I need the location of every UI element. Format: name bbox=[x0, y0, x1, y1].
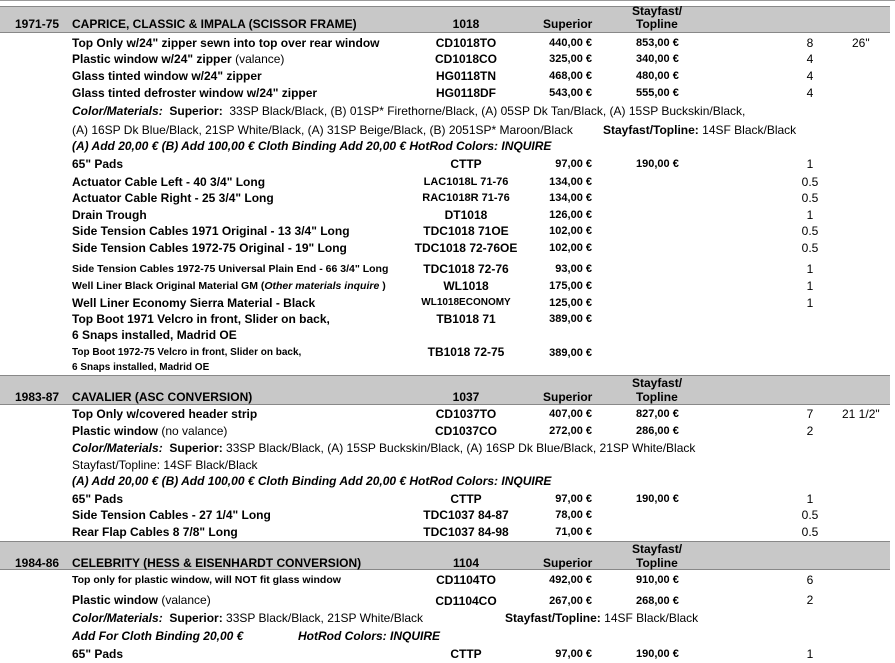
item-qty: 8 bbox=[806, 36, 814, 50]
item-desc: Actuator Cable Left - 40 3/4" Long bbox=[72, 175, 266, 189]
item-superior-price: 325,00 € bbox=[549, 53, 592, 65]
item-desc: Glass tinted window w/24" zipper bbox=[72, 69, 262, 83]
color-materials-line2: (A) 16SP Dk Blue/Black, 21SP White/Black, (A) 31SP Beige/Black, (B) 2051SP* Maroon/Black bbox=[72, 123, 573, 137]
item-stayfast-price: 190,00 € bbox=[636, 648, 679, 660]
item-stayfast-price: 268,00 € bbox=[636, 595, 679, 607]
item-desc: Side Tension Cables 1971 Original - 13 3/4" Long bbox=[72, 224, 350, 238]
item-code: TB1018 72-75 bbox=[427, 345, 505, 359]
frame-width: 21 1/2" bbox=[842, 407, 880, 421]
col-stayfast: Stayfast/ bbox=[632, 542, 683, 556]
color-materials-line1: Color/Materials: Superior: 33SP Black/Black, (A) 15SP Buckskin/Black, (A) 16SP Dk Blue/Black, 21SP White/Black bbox=[72, 441, 696, 455]
item-code: LAC1018L 71-76 bbox=[423, 176, 509, 188]
item-qty: 1 bbox=[806, 492, 814, 506]
item-desc: Top Boot 1972-75 Velcro in front, Slider on back, bbox=[72, 347, 302, 358]
item-code: CTTP bbox=[450, 492, 482, 506]
addon-pricing: (A) Add 20,00 € (B) Add 100,00 € Cloth Binding Add 20,00 € HotRod Colors: INQUIRE bbox=[72, 139, 552, 153]
section-model: 1018 bbox=[452, 17, 480, 31]
section-model: 1037 bbox=[452, 390, 480, 404]
item-code: WL1018 bbox=[443, 279, 489, 293]
item-superior-price: 440,00 € bbox=[549, 37, 592, 49]
item-code: CTTP bbox=[450, 647, 482, 661]
item-qty: 0.5 bbox=[801, 508, 819, 522]
item-qty: 7 bbox=[806, 407, 814, 421]
item-stayfast-price: 910,00 € bbox=[636, 574, 679, 586]
item-qty: 0.5 bbox=[801, 191, 819, 205]
item-code: CTTP bbox=[450, 157, 482, 171]
col-stayfast: Stayfast/ bbox=[632, 376, 683, 390]
item-superior-price: 126,00 € bbox=[549, 209, 592, 221]
item-code: TDC1018 72-76OE bbox=[414, 241, 518, 255]
item-superior-price: 102,00 € bbox=[549, 225, 592, 237]
item-qty: 0.5 bbox=[801, 525, 819, 539]
col-topline: Topline bbox=[636, 390, 678, 404]
item-desc-cont: 6 Snaps installed, Madrid OE bbox=[72, 362, 210, 373]
item-desc: Glass tinted defroster window w/24" zipper bbox=[72, 86, 318, 100]
item-desc: Plastic window (no valance) bbox=[72, 424, 228, 438]
item-superior-price: 134,00 € bbox=[549, 176, 592, 188]
item-qty: 1 bbox=[806, 279, 814, 293]
frame-width: 26" bbox=[852, 36, 870, 50]
item-superior-price: 97,00 € bbox=[555, 648, 592, 660]
item-desc-cont: 6 Snaps installed, Madrid OE bbox=[72, 328, 237, 342]
item-desc: 65" Pads bbox=[72, 492, 124, 506]
item-code: WL1018ECONOMY bbox=[421, 297, 511, 308]
item-superior-price: 97,00 € bbox=[555, 158, 592, 170]
addon-hotrod: HotRod Colors: INQUIRE bbox=[298, 629, 440, 643]
section-title: CAVALIER (ASC CONVERSION) bbox=[72, 390, 253, 404]
item-desc: Well Liner Economy Sierra Material - Black bbox=[72, 296, 316, 310]
item-qty: 2 bbox=[806, 424, 814, 438]
item-code: TDC1037 84-87 bbox=[423, 508, 509, 522]
item-desc: Drain Trough bbox=[72, 208, 147, 222]
item-qty: 1 bbox=[806, 208, 814, 222]
item-qty: 1 bbox=[806, 157, 814, 171]
item-code: CD1104CO bbox=[435, 594, 497, 608]
section-years: 1971-75 bbox=[15, 17, 60, 31]
item-stayfast-price: 190,00 € bbox=[636, 158, 679, 170]
color-materials-line1: Color/Materials: Superior: 33SP Black/Black, (B) 01SP* Firethorne/Black, (A) 05SP Dk Tan/Black, (A) 15SP Buckskin/Black, bbox=[72, 104, 746, 118]
item-qty: 1 bbox=[806, 647, 814, 661]
item-superior-price: 468,00 € bbox=[549, 70, 592, 82]
item-desc: Top Only w/24" zipper sewn into top over rear window bbox=[72, 36, 380, 50]
item-desc: 65" Pads bbox=[72, 647, 124, 661]
addon-binding: Add For Cloth Binding 20,00 € bbox=[72, 629, 244, 643]
item-code: CD1104TO bbox=[436, 573, 496, 587]
item-stayfast-price: 340,00 € bbox=[636, 53, 679, 65]
col-stayfast: Stayfast/ bbox=[632, 4, 683, 18]
item-desc: Top Only w/covered header strip bbox=[72, 407, 258, 421]
item-qty: 0.5 bbox=[801, 241, 819, 255]
item-superior-price: 102,00 € bbox=[549, 242, 592, 254]
item-desc: Top Boot 1971 Velcro in front, Slider on back, bbox=[72, 312, 330, 326]
item-code: HG0118DF bbox=[435, 86, 497, 100]
item-superior-price: 407,00 € bbox=[549, 408, 592, 420]
item-code: TDC1018 72-76 bbox=[423, 262, 509, 276]
item-superior-price: 71,00 € bbox=[555, 526, 592, 538]
item-desc: Well Liner Black Original Material GM (Other materials inquire ) bbox=[72, 280, 386, 292]
item-superior-price: 492,00 € bbox=[549, 574, 592, 586]
item-desc: Actuator Cable Right - 25 3/4" Long bbox=[72, 191, 274, 205]
col-topline: Topline bbox=[636, 17, 678, 31]
item-superior-price: 78,00 € bbox=[555, 509, 592, 521]
item-qty: 4 bbox=[806, 69, 814, 83]
item-superior-price: 175,00 € bbox=[549, 280, 592, 292]
item-code: CD1037CO bbox=[434, 424, 498, 438]
section-title: CAPRICE, CLASSIC & IMPALA (SCISSOR FRAME) bbox=[72, 17, 357, 31]
col-topline: Topline bbox=[636, 556, 678, 570]
item-qty: 4 bbox=[806, 86, 814, 100]
item-qty: 0.5 bbox=[801, 175, 819, 189]
item-qty: 6 bbox=[806, 573, 814, 587]
item-superior-price: 543,00 € bbox=[549, 87, 592, 99]
item-superior-price: 267,00 € bbox=[549, 595, 592, 607]
item-stayfast-price: 286,00 € bbox=[636, 425, 679, 437]
item-superior-price: 134,00 € bbox=[549, 192, 592, 204]
section-title: CELEBRITY (HESS & EISENHARDT CONVERSION) bbox=[72, 556, 362, 570]
item-qty: 1 bbox=[806, 262, 814, 276]
item-desc: Side Tension Cables 1972-75 Original - 19" Long bbox=[72, 241, 347, 255]
addon-pricing: (A) Add 20,00 € (B) Add 100,00 € Cloth Binding Add 20,00 € HotRod Colors: INQUIRE bbox=[72, 474, 552, 488]
item-superior-price: 389,00 € bbox=[549, 347, 592, 359]
item-qty: 2 bbox=[806, 593, 814, 607]
color-stayfast: Stayfast/Topline: 14SF Black/Black bbox=[72, 458, 258, 472]
item-code: HG0118TN bbox=[435, 69, 497, 83]
item-stayfast-price: 190,00 € bbox=[636, 493, 679, 505]
item-qty: 0.5 bbox=[801, 224, 819, 238]
item-desc: Top only for plastic window, will NOT fit glass window bbox=[72, 574, 341, 586]
col-superior: Superior bbox=[543, 556, 593, 570]
item-stayfast-price: 853,00 € bbox=[636, 37, 679, 49]
item-superior-price: 389,00 € bbox=[549, 313, 592, 325]
item-code: CD1018CO bbox=[434, 52, 498, 66]
item-stayfast-price: 555,00 € bbox=[636, 87, 679, 99]
section-model: 1104 bbox=[452, 556, 480, 570]
item-code: TB1018 71 bbox=[436, 312, 496, 326]
item-desc: Rear Flap Cables 8 7/8" Long bbox=[72, 525, 238, 539]
item-superior-price: 97,00 € bbox=[555, 493, 592, 505]
item-code: TDC1018 71OE bbox=[423, 224, 509, 238]
item-desc: Plastic window w/24" zipper (valance) bbox=[72, 52, 285, 66]
color-stayfast: Stayfast/Topline: 14SF Black/Black bbox=[603, 123, 797, 137]
item-superior-price: 93,00 € bbox=[555, 263, 592, 275]
item-code: TDC1037 84-98 bbox=[423, 525, 509, 539]
top-rule bbox=[0, 0, 895, 4]
color-stayfast: Stayfast/Topline: 14SF Black/Black bbox=[505, 611, 699, 625]
col-superior: Superior bbox=[543, 390, 593, 404]
col-superior: Superior bbox=[543, 17, 593, 31]
item-code: CD1037TO bbox=[435, 407, 497, 421]
item-code: RAC1018R 71-76 bbox=[422, 192, 510, 204]
item-desc: Plastic window (valance) bbox=[72, 593, 211, 607]
item-code: DT1018 bbox=[444, 208, 488, 222]
item-stayfast-price: 480,00 € bbox=[636, 70, 679, 82]
item-superior-price: 125,00 € bbox=[549, 297, 592, 309]
section-years: 1983-87 bbox=[15, 390, 60, 404]
item-qty: 1 bbox=[806, 296, 814, 310]
item-desc: 65" Pads bbox=[72, 157, 124, 171]
item-desc: Side Tension Cables 1972-75 Universal Plain End - 66 3/4" Long bbox=[72, 263, 389, 275]
item-stayfast-price: 827,00 € bbox=[636, 408, 679, 420]
section-years: 1984-86 bbox=[15, 556, 60, 570]
item-desc: Side Tension Cables - 27 1/4" Long bbox=[72, 508, 271, 522]
color-materials-line1: Color/Materials: Superior: 33SP Black/Black, 21SP White/Black bbox=[72, 611, 424, 625]
item-qty: 4 bbox=[806, 52, 814, 66]
item-superior-price: 272,00 € bbox=[549, 425, 592, 437]
item-code: CD1018TO bbox=[435, 36, 497, 50]
